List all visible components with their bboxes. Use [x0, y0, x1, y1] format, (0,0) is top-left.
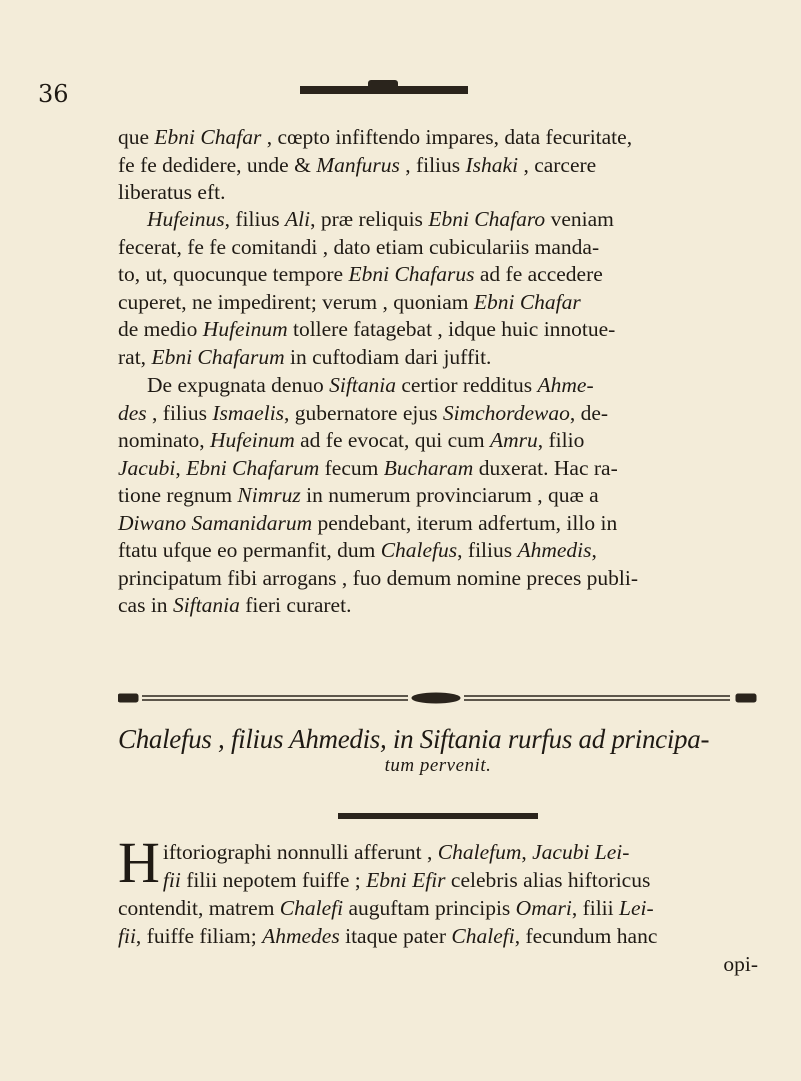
section-heading — [118, 724, 758, 777]
catchword: opi- — [723, 952, 758, 976]
paragraph-3: De expugnata denuo Siftania certior redditus Ahme- des , filius Ismaelis, gubernatore ejus Simchordewao, de- nominato, Hufeinum ad fe evocat, qui cum Amru, filio Jacubi, Ebni Chafarum fecum Bucharam duxerat. Hac ra- tione regnum Nimruz in numerum provinciarum , quæ a Diwano Samanidarum pendebant, iterum adfertum, illo in ftatu ufque eo permanfit, dum Chalefus, filius Ahmedis, principatum fibi arrogans , fuo demum nomine preces publi- cas in Siftania fieri curaret. — [118, 373, 639, 617]
headpiece-ornament — [300, 86, 468, 94]
heading-line-2: tum pervenit. — [384, 755, 492, 776]
heading-rule — [338, 813, 538, 819]
drop-cap: H — [118, 830, 160, 895]
page-number: 36 — [38, 80, 69, 108]
ornamental-rule — [118, 692, 758, 704]
paragraph-2: Hufeinus, filius Ali, præ reliquis Ebni Chafaro veniam fecerat, fe fe comitandi , dato etiam cubiculariis manda- to, ut, quocunque tempore Ebni Chafarus ad fe accedere cuperet, ne impedirent; verum , quoniam Ebni Chafar de medio Hufeinum tollere fatagebat , idque huic innotue- rat, Ebni Chafarum in cuftodiam dari juffit. — [118, 207, 616, 369]
paragraph-1: que Ebni Chafar , cœpto infiftendo impares, data fecuritate, fe fe dedidere, unde & Manfurus , filius Ishaki , carcere liberatus eft. — [118, 125, 633, 204]
paragraph-4: H iftoriographi nonnulli afferunt , Chalefum, Jacubi Lei- fii filii nepotem fuiffe ; Ebni Efir celebris alias hiftoricus contendit, matrem Chalefi auguftam principis Omari, filii Lei- fii, fuiffe filiam; Ahmedes itaque pater Chalefi, fecundum hanc opi- — [118, 830, 758, 976]
heading-line-1: Chalefus , filius Ahmedis, in Siftania rurfus ad principa- — [118, 724, 710, 754]
